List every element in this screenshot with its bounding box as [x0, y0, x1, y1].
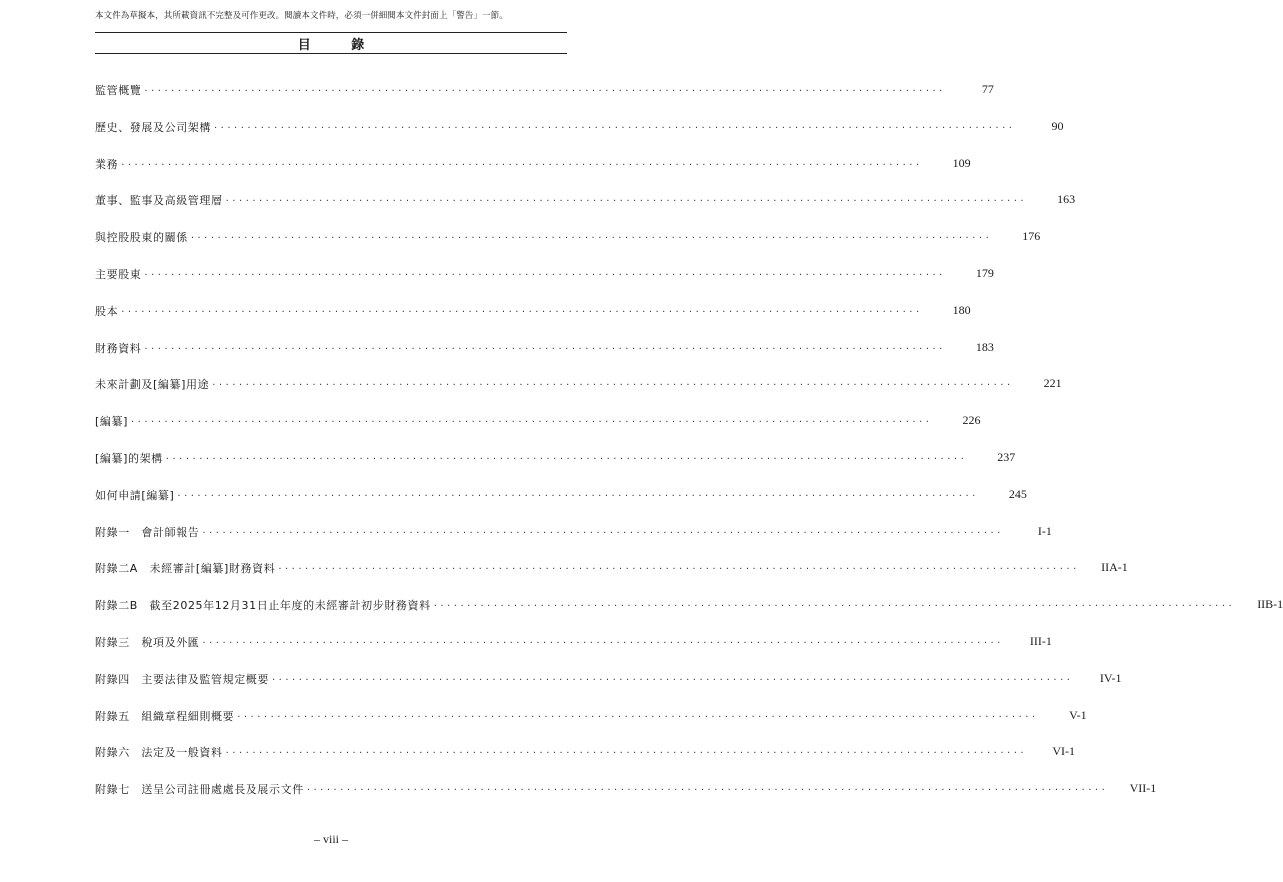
toc-row[interactable] [95, 707, 1087, 745]
toc-row[interactable] [95, 597, 1283, 634]
toc-leader-dots: ........................................................................................................................ [278, 561, 1080, 573]
toc-leader-dots: ........................................................................................................................ [237, 708, 1039, 720]
toc-row[interactable] [95, 449, 1016, 487]
toc-entry-page: 183 [975, 339, 994, 354]
toc-row[interactable] [95, 781, 1157, 818]
toc-leader-dots: ........................................................................................................................ [144, 83, 946, 94]
toc-leader-dots: ........................................................................................................................ [165, 450, 968, 462]
toc-entry-title: 主要股東 [95, 266, 144, 282]
toc-entry-page: 237 [997, 449, 1016, 464]
toc-row[interactable] [95, 118, 1064, 156]
toc-entry-page: 176 [1022, 229, 1041, 244]
toc-row[interactable] [95, 82, 994, 119]
toc-leader-dots: ........................................................................................................................ [272, 671, 1074, 683]
toc-entry-page: IV-1 [1099, 670, 1122, 685]
toc-entry-title: 附錄五 組織章程細則概要 [95, 708, 237, 724]
toc-leader-dots: ........................................................................................................................ [306, 782, 1109, 794]
toc-entry-title: 附錄二A 未經審計[編纂]財務資料 [95, 560, 278, 576]
toc-entry-title: [編纂]的架構 [95, 450, 166, 466]
toc-entry-title: 監管概覽 [95, 82, 144, 98]
toc-entry-page: 90 [1051, 118, 1064, 133]
toc-entry-page: 245 [1008, 486, 1027, 501]
toc-entry-page: 77 [981, 82, 994, 96]
toc-leader-dots: ........................................................................................................................ [202, 524, 1004, 536]
toc-leader-dots: ........................................................................................................................ [121, 156, 923, 168]
toc-leader-dots: ........................................................................................................................ [144, 340, 946, 352]
toc-leader-dots: ........................................................................................................................ [212, 377, 1014, 389]
toc-row[interactable] [95, 339, 994, 377]
toc-row[interactable] [95, 670, 1122, 708]
toc-row[interactable] [95, 192, 1076, 229]
table-of-contents [95, 82, 1283, 818]
toc-entry-title: 如何申請[編纂] [95, 487, 177, 503]
toc-entry-page: 179 [975, 265, 994, 280]
toc-leader-dots: ........................................................................................................................ [144, 266, 946, 278]
toc-entry-page: VI-1 [1052, 744, 1076, 759]
toc-row[interactable] [95, 633, 1052, 671]
toc-entry-title: 附錄三 稅項及外匯 [95, 634, 202, 650]
toc-leader-dots: ........................................................................................................................ [202, 634, 1004, 646]
toc-entry-page: 109 [952, 155, 971, 170]
toc-row[interactable] [95, 560, 1128, 597]
toc-entry-title: 附錄四 主要法律及監管規定概要 [95, 671, 272, 687]
draft-warning: 本文件為草擬本，其所載資訊不完整及可作更改。閱讀本文件時，必須一併細閱本文件封面上「警告」一節。 [95, 11, 508, 21]
toc-entry-title: 業務 [95, 156, 121, 172]
toc-row[interactable] [95, 376, 1062, 413]
toc-entry-page: 221 [1043, 376, 1062, 391]
toc-row[interactable] [95, 265, 994, 303]
toc-entry-title: [編纂] [95, 413, 131, 429]
toc-entry-page: VII-1 [1129, 781, 1157, 796]
toc-leader-dots: ........................................................................................................................ [130, 414, 933, 426]
toc-entry-page: 180 [952, 302, 971, 317]
toc-entry-title: 附錄二B 截至2025年12月31日止年度的未經審計初步財務資料 [95, 597, 434, 613]
toc-leader-dots: ........................................................................................................................ [225, 193, 1028, 205]
toc-entry-page: IIB-1 [1257, 597, 1283, 612]
bottom-rule [95, 53, 567, 54]
toc-row[interactable] [95, 486, 1027, 524]
page-number: – viii – [313, 832, 348, 846]
toc-row[interactable] [95, 302, 971, 340]
page-title: 目 錄 [297, 38, 383, 53]
toc-leader-dots: ........................................................................................................................ [214, 119, 1016, 131]
toc-leader-dots: ........................................................................................................................ [190, 230, 993, 242]
toc-row[interactable] [95, 155, 971, 193]
toc-entry-title: 附錄七 送呈公司註冊處處長及展示文件 [95, 781, 307, 797]
toc-row[interactable] [95, 229, 1041, 266]
toc-leader-dots: ........................................................................................................................ [121, 303, 923, 315]
toc-entry-page: I-1 [1037, 523, 1052, 538]
toc-row[interactable] [95, 523, 1052, 561]
toc-row[interactable] [95, 413, 981, 450]
toc-row[interactable] [95, 744, 1076, 781]
toc-leader-dots: ........................................................................................................................ [433, 598, 1236, 610]
toc-entry-title: 歷史、發展及公司架構 [95, 119, 214, 135]
toc-entry-page: 226 [962, 413, 981, 428]
toc-leader-dots: ........................................................................................................................ [177, 487, 979, 499]
toc-entry-title: 與控股股東的關係 [95, 229, 191, 245]
toc-leader-dots: ........................................................................................................................ [225, 745, 1028, 757]
toc-entry-title: 股本 [95, 303, 121, 319]
toc-entry-page: III-1 [1029, 633, 1052, 648]
toc-entry-title: 財務資料 [95, 340, 144, 356]
toc-entry-title: 附錄一 會計師報告 [95, 524, 202, 540]
toc-entry-title: 未來計劃及[編纂]用途 [95, 376, 212, 392]
toc-entry-page: 163 [1057, 192, 1076, 207]
toc-entry-title: 附錄六 法定及一般資料 [95, 744, 226, 760]
top-rule [95, 32, 567, 33]
toc-entry-page: V-1 [1069, 707, 1087, 722]
toc-entry-page: IIA-1 [1101, 560, 1128, 575]
toc-entry-title: 董事、監事及高級管理層 [95, 192, 226, 208]
